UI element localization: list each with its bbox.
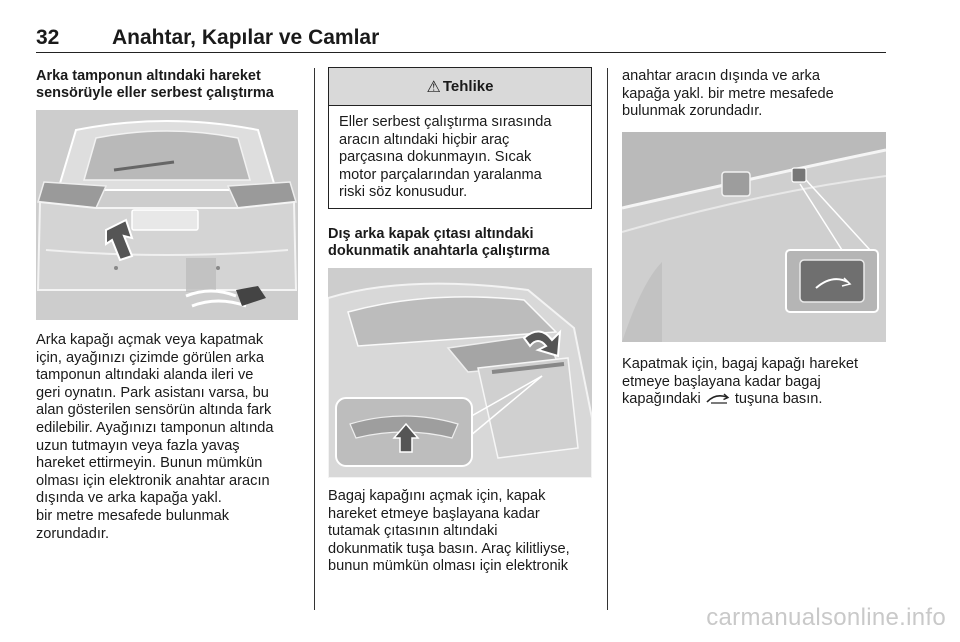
warning-triangle-icon: ⚠ bbox=[426, 78, 441, 96]
page-number: 32 bbox=[36, 26, 60, 49]
touch-switch-instructions: Bagaj kapağını açmak için, kapak hareket etmeye başlayana kadar tutamak çıtasının altındaki dokunmatik tuşa basın. Araç kilitliyse, bunun mümkün olması için elektronik bbox=[328, 488, 570, 575]
tailgate-touch-switch-illustration bbox=[328, 268, 592, 478]
section-heading-foot-sensor: Arka tamponun altındaki hareket sensörüyle eller serbest çalıştırma bbox=[36, 68, 274, 101]
watermark: carmanualsonline.info bbox=[706, 604, 946, 631]
section-heading-touch-switch: Dış arka kapak çıtası altındaki dokunmatik anahtarla çalıştırma bbox=[328, 226, 550, 259]
tailgate-button-icon bbox=[705, 391, 731, 405]
column-divider-1 bbox=[314, 68, 315, 610]
danger-header bbox=[329, 68, 591, 106]
danger-title: Tehlike bbox=[442, 78, 494, 95]
touch-switch-instructions-continued: anahtar aracın dışında ve arka kapağa yakl. bir metre mesafede bulunmak zorundadır. bbox=[622, 68, 834, 120]
danger-text: Eller serbest çalıştırma sırasında aracın altındaki hiçbir araç parçasına dokunmayın. Sıcak motor parçalarından yaralanma riski söz konusudur. bbox=[339, 114, 552, 201]
close-instructions-part2: tuşuna basın. bbox=[730, 391, 823, 408]
rear-bumper-illustration bbox=[36, 110, 298, 320]
danger-warning-box bbox=[328, 67, 592, 209]
page-header bbox=[36, 22, 886, 53]
foot-sensor-instructions: Arka kapağı açmak veya kapatmak için, ayağınızı çizimde görülen arka tamponun altındaki alanda ileri ve geri oynatın. Park asistanı varsa, bu alan gösterilen sensörün altında fark edilebilir. Ayağınızı tamponun altında uzun tutmayın veya fazla yavaş hareket ettirmeyin. Bunun mümkün olması için elektronik anahtar aracın dışında ve arka kapağa yakl. bir metre mesafede bulunmak zorundadır. bbox=[36, 332, 274, 542]
close-tailgate-instructions bbox=[622, 356, 892, 409]
close-instructions-part1: Kapatmak için, bagaj kapağı hareket etmeye başlayana kadar bagaj kapağındaki bbox=[622, 356, 859, 408]
column-divider-2 bbox=[607, 68, 608, 610]
chapter-title: Anahtar, Kapılar ve Camlar bbox=[112, 26, 380, 49]
tailgate-close-button-illustration bbox=[622, 132, 886, 342]
